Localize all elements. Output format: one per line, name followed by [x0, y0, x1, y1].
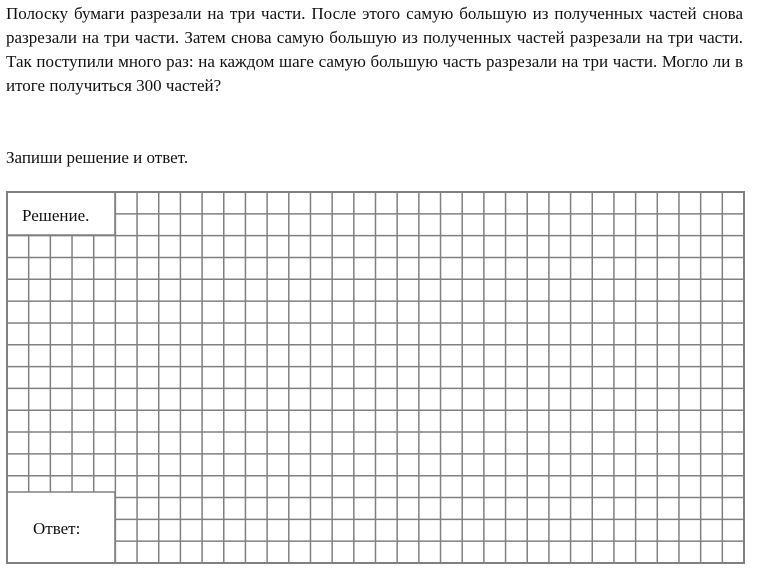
- grid-lines: [7, 192, 744, 563]
- answer-label: Ответ:: [33, 519, 81, 538]
- problem-text: Полоску бумаги разрезали на три части. После этого самую большую из полученных частей снова разрезали на три части. Затем снова самую большую из полученных частей разрезали на три части. Так поступили много раз: на каждом шаге самую большую часть разрезали на три части. Могло ли в итоге получиться 300 частей?: [6, 4, 743, 95]
- solution-label: Решение.: [22, 206, 90, 225]
- instruction-text: Запиши решение и ответ.: [6, 148, 189, 167]
